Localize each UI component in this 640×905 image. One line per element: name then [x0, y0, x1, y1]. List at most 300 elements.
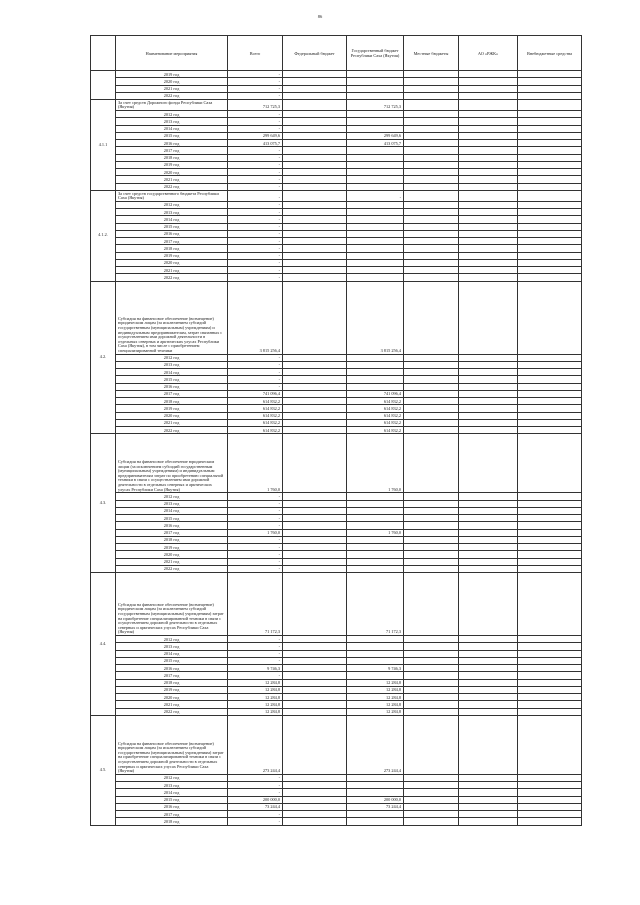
year-row: [91, 507, 582, 514]
local-cell: [404, 679, 459, 686]
local-cell: [404, 565, 459, 572]
year-label: 2014 год: [116, 507, 228, 514]
federal-cell: [283, 551, 347, 558]
local-cell: [404, 161, 459, 168]
extra-cell: [518, 390, 582, 397]
federal-cell: [283, 376, 347, 383]
item-number: [91, 71, 116, 100]
local-cell: [404, 209, 459, 216]
item-name: За счет средств государственного бюджета Республики Саха (Якутия): [116, 190, 228, 201]
rzhk-cell: [459, 536, 518, 543]
year-label: 2018 год: [116, 398, 228, 405]
item-number: 4.1.1: [91, 100, 116, 191]
extra-cell: [518, 573, 582, 636]
year-label: 2012 год: [116, 111, 228, 118]
rzhk-cell: [459, 551, 518, 558]
year-label: 2014 год: [116, 789, 228, 796]
state-cell: 614 832,2: [347, 405, 404, 412]
total-cell: -: [228, 71, 283, 78]
year-label: 2019 год: [116, 405, 228, 412]
federal-cell: [283, 274, 347, 281]
federal-cell: [283, 238, 347, 245]
total-cell: -: [228, 147, 283, 154]
total-cell: -: [228, 118, 283, 125]
year-label: 2013 год: [116, 782, 228, 789]
rzhk-cell: [459, 376, 518, 383]
state-cell: [347, 71, 404, 78]
rzhk-cell: [459, 412, 518, 419]
year-label: 2019 год: [116, 686, 228, 693]
federal-cell: [283, 176, 347, 183]
total-cell: 12 284,8: [228, 708, 283, 715]
federal-cell: [283, 500, 347, 507]
local-cell: [404, 252, 459, 259]
extra-cell: [518, 434, 582, 493]
year-row: [91, 500, 582, 507]
rzhk-cell: [459, 657, 518, 664]
state-cell: [347, 369, 404, 376]
federal-cell: [283, 125, 347, 132]
rzhk-cell: [459, 522, 518, 529]
rzhk-cell: [459, 238, 518, 245]
rzhk-cell: [459, 190, 518, 201]
local-cell: [404, 190, 459, 201]
extra-cell: [518, 201, 582, 208]
state-cell: [347, 500, 404, 507]
extra-cell: [518, 190, 582, 201]
rzhk-cell: [459, 390, 518, 397]
year-row: [91, 398, 582, 405]
year-label: 2020 год: [116, 412, 228, 419]
state-cell: 12 284,8: [347, 679, 404, 686]
year-label: 2020 год: [116, 694, 228, 701]
total-cell: -: [228, 216, 283, 223]
year-label: 2013 год: [116, 118, 228, 125]
year-row: [91, 803, 582, 810]
header-name: Наименование мероприятия: [116, 36, 228, 71]
item-name: Субсидия на финансовое обеспечение (возмещение) юридическим лицам (за исключением субсидий государственным (муниципальным) учреждениям) затрат на приобретение специализированной техники в связи с осуществлением дорожной деятельности в отдельных северных и арктических улусах Республики Саха (Якутия): [116, 573, 228, 636]
total-cell: 299 649,6: [228, 132, 283, 139]
rzhk-cell: [459, 789, 518, 796]
year-row: [91, 267, 582, 274]
year-row: [91, 419, 582, 426]
federal-cell: [283, 536, 347, 543]
local-cell: [404, 507, 459, 514]
federal-cell: [283, 100, 347, 111]
extra-cell: [518, 701, 582, 708]
year-row: [91, 643, 582, 650]
year-label: 2022 год: [116, 183, 228, 190]
local-cell: [404, 405, 459, 412]
year-row: [91, 796, 582, 803]
state-cell: [347, 515, 404, 522]
extra-cell: [518, 529, 582, 536]
total-cell: 200 000,0: [228, 796, 283, 803]
total-cell: -: [228, 209, 283, 216]
extra-cell: [518, 515, 582, 522]
total-cell: 1 760,0: [228, 434, 283, 493]
year-row: [91, 686, 582, 693]
local-cell: [404, 665, 459, 672]
state-cell: [347, 92, 404, 99]
federal-cell: [283, 708, 347, 715]
total-cell: -: [228, 383, 283, 390]
federal-cell: [283, 679, 347, 686]
federal-cell: [283, 701, 347, 708]
rzhk-cell: [459, 147, 518, 154]
year-label: 2014 год: [116, 650, 228, 657]
extra-cell: [518, 281, 582, 354]
year-label: 2016 год: [116, 522, 228, 529]
state-cell: [347, 551, 404, 558]
state-cell: [347, 245, 404, 252]
year-row: [91, 274, 582, 281]
extra-cell: [518, 111, 582, 118]
local-cell: [404, 427, 459, 434]
federal-cell: [283, 92, 347, 99]
year-label: 2021 год: [116, 85, 228, 92]
total-cell: 12 284,8: [228, 686, 283, 693]
total-cell: 614 832,2: [228, 419, 283, 426]
state-cell: 614 832,2: [347, 419, 404, 426]
header-number: [91, 36, 116, 71]
state-cell: [347, 118, 404, 125]
year-label: 2016 год: [116, 803, 228, 810]
state-cell: [347, 782, 404, 789]
local-cell: [404, 245, 459, 252]
rzhk-cell: [459, 650, 518, 657]
state-cell: 413 075,7: [347, 140, 404, 147]
year-row: [91, 223, 582, 230]
local-cell: [404, 686, 459, 693]
year-row: [91, 140, 582, 147]
local-cell: [404, 398, 459, 405]
extra-cell: [518, 92, 582, 99]
header-federal: Федеральный бюджет: [283, 36, 347, 71]
rzhk-cell: [459, 201, 518, 208]
local-cell: [404, 672, 459, 679]
local-cell: [404, 493, 459, 500]
state-cell: [347, 252, 404, 259]
extra-cell: [518, 412, 582, 419]
local-cell: [404, 111, 459, 118]
year-row: [91, 252, 582, 259]
total-cell: -: [228, 500, 283, 507]
state-cell: [347, 493, 404, 500]
extra-cell: [518, 686, 582, 693]
extra-cell: [518, 140, 582, 147]
block-header-row: [91, 434, 582, 493]
year-label: 2013 год: [116, 361, 228, 368]
rzhk-cell: [459, 85, 518, 92]
rzhk-cell: [459, 230, 518, 237]
rzhk-cell: [459, 708, 518, 715]
year-row: [91, 657, 582, 664]
federal-cell: [283, 161, 347, 168]
federal-cell: [283, 507, 347, 514]
rzhk-cell: [459, 118, 518, 125]
extra-cell: [518, 274, 582, 281]
year-row: [91, 558, 582, 565]
item-name: За счет средств Дорожного фонда Республики Саха (Якутия): [116, 100, 228, 111]
local-cell: [404, 573, 459, 636]
extra-cell: [518, 85, 582, 92]
year-row: [91, 361, 582, 368]
year-label: 2012 год: [116, 493, 228, 500]
state-cell: [347, 565, 404, 572]
year-row: [91, 376, 582, 383]
federal-cell: [283, 267, 347, 274]
year-row: [91, 161, 582, 168]
total-cell: -: [228, 78, 283, 85]
state-cell: 200 000,0: [347, 796, 404, 803]
rzhk-cell: [459, 796, 518, 803]
local-cell: [404, 71, 459, 78]
table-header-row: [91, 36, 582, 71]
federal-cell: [283, 230, 347, 237]
year-label: 2020 год: [116, 78, 228, 85]
total-cell: -: [228, 782, 283, 789]
federal-cell: [283, 811, 347, 818]
total-cell: 12 284,8: [228, 679, 283, 686]
year-row: [91, 544, 582, 551]
total-cell: -: [228, 92, 283, 99]
extra-cell: [518, 252, 582, 259]
local-cell: [404, 361, 459, 368]
total-cell: -: [228, 252, 283, 259]
state-cell: [347, 111, 404, 118]
federal-cell: [283, 147, 347, 154]
extra-cell: [518, 376, 582, 383]
total-cell: 73 244,4: [228, 803, 283, 810]
federal-cell: [283, 818, 347, 825]
state-cell: 1 760,0: [347, 529, 404, 536]
state-cell: [347, 176, 404, 183]
extra-cell: [518, 500, 582, 507]
year-label: 2020 год: [116, 169, 228, 176]
extra-cell: [518, 694, 582, 701]
year-row: [91, 216, 582, 223]
year-label: 2013 год: [116, 209, 228, 216]
rzhk-cell: [459, 434, 518, 493]
rzhk-cell: [459, 529, 518, 536]
local-cell: [404, 383, 459, 390]
state-cell: 1 760,0: [347, 434, 404, 493]
rzhk-cell: [459, 274, 518, 281]
local-cell: [404, 551, 459, 558]
state-cell: [347, 522, 404, 529]
rzhk-cell: [459, 679, 518, 686]
block-header-row: [91, 573, 582, 636]
year-label: 2020 год: [116, 551, 228, 558]
year-label: 2018 год: [116, 818, 228, 825]
local-cell: [404, 636, 459, 643]
state-cell: [347, 154, 404, 161]
year-row: [91, 515, 582, 522]
state-cell: [347, 354, 404, 361]
state-cell: 9 746,3: [347, 665, 404, 672]
rzhk-cell: [459, 398, 518, 405]
local-cell: [404, 274, 459, 281]
state-cell: [347, 161, 404, 168]
extra-cell: [518, 183, 582, 190]
state-cell: [347, 811, 404, 818]
total-cell: 712 725,3: [228, 100, 283, 111]
federal-cell: [283, 803, 347, 810]
total-cell: 12 284,8: [228, 701, 283, 708]
year-row: [91, 78, 582, 85]
federal-cell: [283, 209, 347, 216]
state-cell: 12 284,8: [347, 701, 404, 708]
state-cell: [347, 672, 404, 679]
federal-cell: [283, 419, 347, 426]
local-cell: [404, 132, 459, 139]
local-cell: [404, 376, 459, 383]
extra-cell: [518, 78, 582, 85]
year-row: [91, 259, 582, 266]
state-cell: [347, 78, 404, 85]
rzhk-cell: [459, 281, 518, 354]
state-cell: [347, 238, 404, 245]
extra-cell: [518, 672, 582, 679]
federal-cell: [283, 245, 347, 252]
year-label: 2012 год: [116, 636, 228, 643]
rzhk-cell: [459, 140, 518, 147]
total-cell: -: [228, 245, 283, 252]
year-label: 2017 год: [116, 390, 228, 397]
state-cell: 614 832,2: [347, 398, 404, 405]
total-cell: 1 760,0: [228, 529, 283, 536]
federal-cell: [283, 169, 347, 176]
local-cell: [404, 169, 459, 176]
federal-cell: [283, 686, 347, 693]
year-label: 2015 год: [116, 376, 228, 383]
local-cell: [404, 85, 459, 92]
rzhk-cell: [459, 427, 518, 434]
year-row: [91, 774, 582, 781]
year-row: [91, 383, 582, 390]
federal-cell: [283, 190, 347, 201]
federal-cell: [283, 354, 347, 361]
local-cell: [404, 789, 459, 796]
year-label: 2013 год: [116, 500, 228, 507]
total-cell: 273 244,4: [228, 715, 283, 774]
rzhk-cell: [459, 515, 518, 522]
year-label: 2015 год: [116, 223, 228, 230]
header-extra: Внебюджетные средства: [518, 36, 582, 71]
block-header-row: [91, 190, 582, 201]
total-cell: 12 284,8: [228, 694, 283, 701]
year-label: 2016 год: [116, 140, 228, 147]
state-cell: [347, 125, 404, 132]
state-cell: 71 172,3: [347, 573, 404, 636]
item-number: 4.4.: [91, 573, 116, 716]
state-cell: 712 725,3: [347, 100, 404, 111]
extra-cell: [518, 369, 582, 376]
federal-cell: [283, 558, 347, 565]
rzhk-cell: [459, 419, 518, 426]
total-cell: -: [228, 551, 283, 558]
state-cell: [347, 818, 404, 825]
local-cell: [404, 419, 459, 426]
state-cell: 273 244,4: [347, 715, 404, 774]
federal-cell: [283, 493, 347, 500]
rzhk-cell: [459, 544, 518, 551]
item-number: 4.5.: [91, 715, 116, 825]
total-cell: 614 832,2: [228, 405, 283, 412]
state-cell: [347, 147, 404, 154]
state-cell: -: [347, 190, 404, 201]
rzhk-cell: [459, 643, 518, 650]
year-row: [91, 169, 582, 176]
extra-cell: [518, 507, 582, 514]
extra-cell: [518, 558, 582, 565]
state-cell: [347, 216, 404, 223]
extra-cell: [518, 383, 582, 390]
year-row: [91, 176, 582, 183]
rzhk-cell: [459, 507, 518, 514]
rzhk-cell: [459, 92, 518, 99]
extra-cell: [518, 230, 582, 237]
local-cell: [404, 701, 459, 708]
total-cell: -: [228, 515, 283, 522]
state-cell: [347, 643, 404, 650]
local-cell: [404, 412, 459, 419]
year-label: 2016 год: [116, 383, 228, 390]
year-label: 2018 год: [116, 245, 228, 252]
extra-cell: [518, 789, 582, 796]
federal-cell: [283, 132, 347, 139]
local-cell: [404, 390, 459, 397]
year-label: 2021 год: [116, 267, 228, 274]
state-cell: [347, 259, 404, 266]
year-label: 2020 год: [116, 259, 228, 266]
year-label: 2019 год: [116, 252, 228, 259]
federal-cell: [283, 515, 347, 522]
rzhk-cell: [459, 100, 518, 111]
local-cell: [404, 230, 459, 237]
federal-cell: [283, 390, 347, 397]
year-label: 2019 год: [116, 544, 228, 551]
extra-cell: [518, 643, 582, 650]
federal-cell: [283, 636, 347, 643]
year-label: 2022 год: [116, 274, 228, 281]
rzhk-cell: [459, 154, 518, 161]
federal-cell: [283, 140, 347, 147]
year-label: 2017 год: [116, 238, 228, 245]
total-cell: -: [228, 161, 283, 168]
federal-cell: [283, 774, 347, 781]
local-cell: [404, 434, 459, 493]
total-cell: -: [228, 190, 283, 201]
state-cell: [347, 657, 404, 664]
year-row: [91, 427, 582, 434]
rzhk-cell: [459, 125, 518, 132]
rzhk-cell: [459, 259, 518, 266]
year-row: [91, 412, 582, 419]
year-row: [91, 701, 582, 708]
federal-cell: [283, 183, 347, 190]
federal-cell: [283, 657, 347, 664]
federal-cell: [283, 361, 347, 368]
local-cell: [404, 774, 459, 781]
rzhk-cell: [459, 782, 518, 789]
year-row: [91, 636, 582, 643]
local-cell: [404, 176, 459, 183]
item-name: Субсидия на финансовое обеспечение юридическим лицам (за исключением субсидий государственным (муниципальным) учреждениям) и индивидуальным предпринимателям затрат по приобретению специальной техники в связи с осуществлением ими дорожной деятельности в отдельных северных и арктических улусах Республики Саха (Якутия): [116, 434, 228, 493]
rzhk-cell: [459, 132, 518, 139]
year-label: 2021 год: [116, 176, 228, 183]
